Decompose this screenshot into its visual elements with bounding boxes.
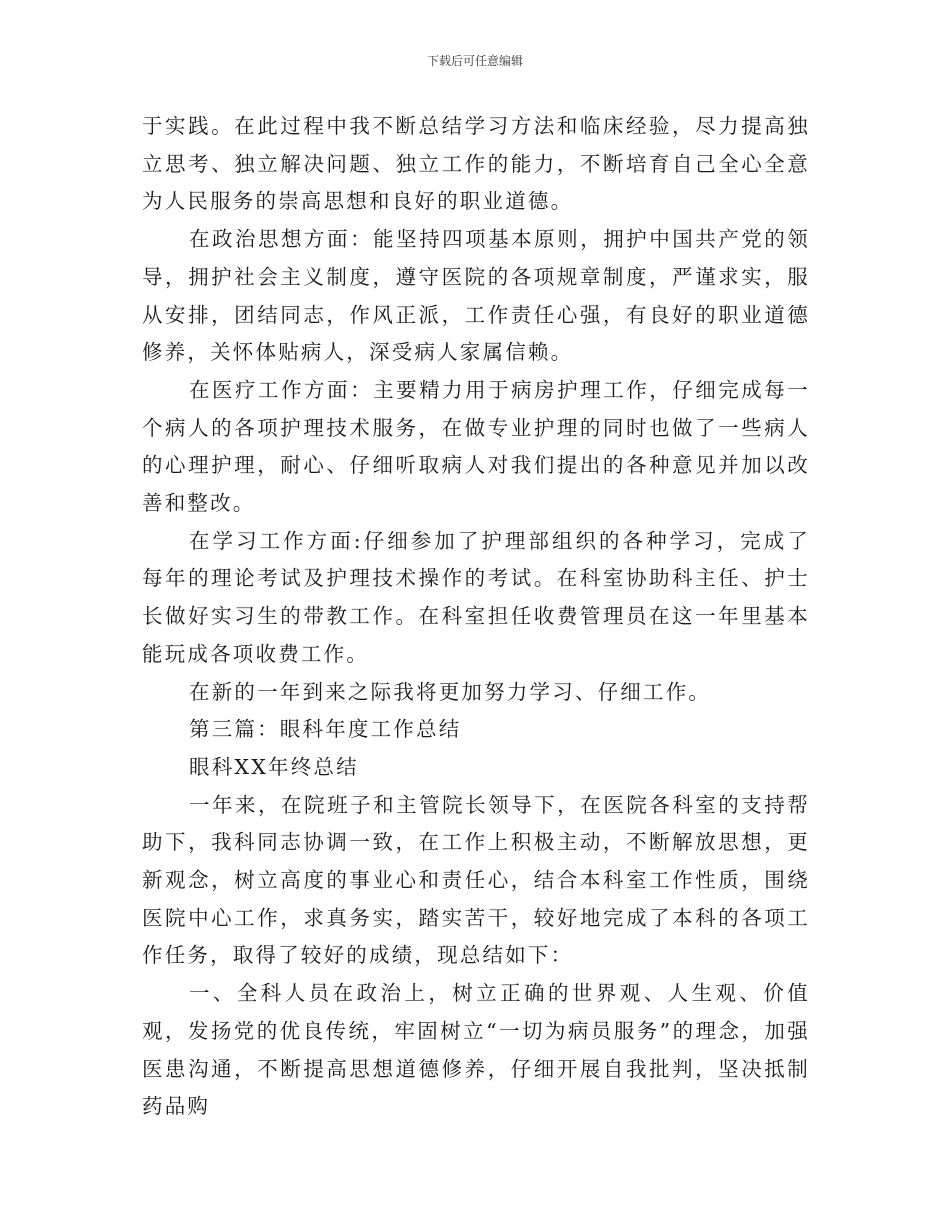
paragraph-1: 于实践。在此过程中我不断总结学习方法和临床经验，尽力提高独立思考、独立解决问题、独立工作的能力，不断培育自己全心全意为人民服务的崇高思想和良好的职业道德。	[142, 114, 810, 214]
paragraph-political: 在政治思想方面：能坚持四项基本原则，拥护中国共产党的领导，拥护社会主义制度，遵守医院的各项规章制度，严谨求实，服从安排，团结同志，作风正派，工作责任心强，有良好的职业道德修养，关怀体贴病人，深受病人家属信赖。	[142, 227, 810, 365]
paragraph-point-one: 一、全科人员在政治上，树立正确的世界观、人生观、价值观，发扬党的优良传统，牢固树立“一切为病员服务”的理念，加强医患沟通，不断提高思想道德修养，仔细开展自我批判，坚决抵制药品购	[142, 981, 810, 1119]
section-subtitle: 眼科XX年终总结	[189, 754, 359, 779]
paragraph-study: 在学习工作方面:仔细参加了护理部组织的各种学习，完成了每年的理论考试及护理技术操作的考试。在科室协助科主任、护士长做好实习生的带教工作。在科室担任收费管理员在这一年里基本能玩成各项收费工作。	[142, 528, 810, 666]
section-title: 第三篇：眼科年度工作总结	[189, 717, 462, 742]
paragraph-new-year: 在新的一年到来之际我将更加努力学习、仔细工作。	[189, 679, 712, 704]
page-header: 下载后可任意编辑	[426, 54, 523, 68]
document-body	[142, 108, 810, 1126]
paragraph-summary-intro: 一年来，在院班子和主管院长领导下，在医院各科室的支持帮助下，我科同志协调一致，在工作上积极主动，不断解放思想，更新观念，树立高度的事业心和责任心，结合本科室工作性质，围绕医院中心工作，求真务实，踏实苦干，较好地完成了本科的各项工作任务，取得了较好的成绩，现总结如下：	[142, 792, 810, 968]
paragraph-medical: 在医疗工作方面：主要精力用于病房护理工作，仔细完成每一个病人的各项护理技术服务，在做专业护理的同时也做了一些病人的心理护理，耐心、仔细听取病人对我们提出的各种意见并加以改善和整改。	[142, 377, 810, 516]
